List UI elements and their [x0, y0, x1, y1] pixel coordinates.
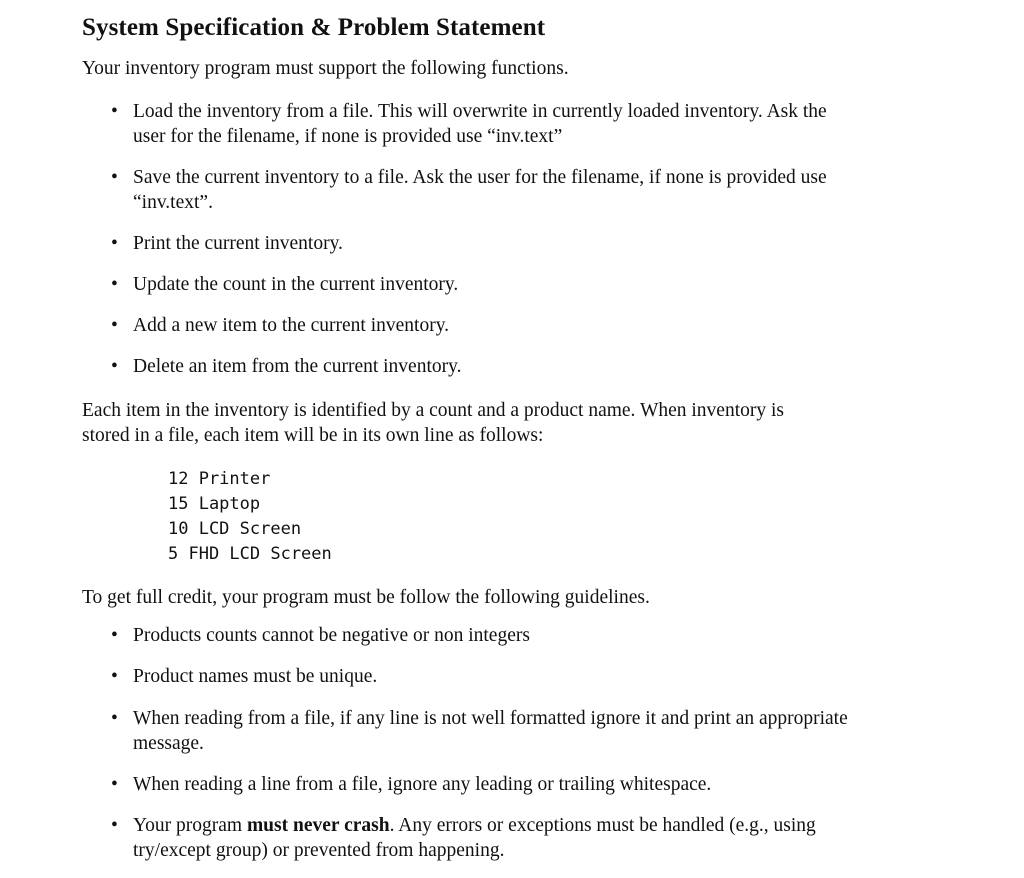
list-item-line: Print the current inventory. — [133, 233, 343, 254]
list-item-text — [133, 272, 971, 297]
bullet-icon: • — [111, 708, 118, 729]
list-item-line: Update the count in the current inventory. — [133, 274, 459, 295]
list-item — [111, 272, 971, 297]
bullet-icon: • — [111, 356, 118, 377]
list-item — [111, 165, 971, 215]
list-item — [111, 313, 971, 338]
list-item-line: When reading from a file, if any line is not well formatted ignore it and print an appropriate — [133, 708, 848, 729]
bullet-icon: • — [111, 274, 118, 295]
list-item-text — [133, 706, 971, 756]
list-item — [111, 813, 971, 863]
bullet-icon: • — [111, 666, 118, 687]
list-item-line: “inv.text”. — [133, 192, 213, 213]
bullet-icon: • — [111, 167, 118, 188]
paragraph-line: Each item in the inventory is identified by a count and a product name. When inventory is — [82, 400, 784, 421]
paragraph-line: stored in a file, each item will be in its own line as follows: — [82, 425, 544, 446]
list-item-line: Products counts cannot be negative or non integers — [133, 625, 530, 646]
list-item — [111, 772, 971, 797]
list-item-text-segment: . Any errors or exceptions must be handled (e.g., using — [389, 815, 816, 836]
list-item-text — [133, 231, 971, 256]
list-item-text-segment: Your program — [133, 815, 247, 836]
list-item — [111, 231, 971, 256]
inventory-file-example — [168, 467, 332, 567]
list-item-line: When reading a line from a file, ignore any leading or trailing whitespace. — [133, 774, 712, 795]
bullet-icon: • — [111, 233, 118, 254]
code-line: 10 LCD Screen — [168, 519, 302, 539]
list-item-text — [133, 772, 971, 797]
list-item — [111, 354, 971, 379]
storage-paragraph — [82, 398, 784, 448]
list-item-text — [133, 313, 971, 338]
list-item-line: Load the inventory from a file. This will overwrite in currently loaded inventory. Ask the — [133, 101, 827, 122]
list-item-line: user for the filename, if none is provided use “inv.text” — [133, 126, 563, 147]
list-item-text — [133, 165, 971, 215]
list-item-text — [133, 99, 971, 149]
guidelines-intro-paragraph: To get full credit, your program must be follow the following guidelines. — [82, 587, 650, 608]
list-item-line: Product names must be unique. — [133, 666, 378, 687]
code-line: 12 Printer — [168, 469, 271, 489]
section-title: System Specification & Problem Statement — [82, 14, 546, 41]
list-item-text — [133, 813, 971, 863]
list-item-line: Add a new item to the current inventory. — [133, 315, 450, 336]
intro-paragraph: Your inventory program must support the following functions. — [82, 58, 569, 79]
code-line: 5 FHD LCD Screen — [168, 544, 332, 564]
list-item — [111, 99, 971, 149]
list-item-line: try/except group) or prevented from happening. — [133, 840, 505, 861]
emphasis-text: must never crash — [246, 815, 390, 836]
list-item-line: Save the current inventory to a file. Ask the user for the filename, if none is provided use — [133, 167, 827, 188]
bullet-icon: • — [111, 315, 118, 336]
list-item — [111, 664, 971, 689]
bullet-icon: • — [111, 101, 118, 122]
list-item — [111, 706, 971, 756]
list-item-line: message. — [133, 733, 204, 754]
list-item — [111, 623, 971, 648]
code-line: 15 Laptop — [168, 494, 261, 514]
bullet-icon: • — [111, 625, 118, 646]
bullet-icon: • — [111, 815, 118, 836]
list-item-line — [133, 813, 971, 838]
bullet-icon: • — [111, 774, 118, 795]
list-item-text — [133, 623, 971, 648]
list-item-text — [133, 354, 971, 379]
list-item-text — [133, 664, 971, 689]
list-item-line: Delete an item from the current inventory. — [133, 356, 462, 377]
